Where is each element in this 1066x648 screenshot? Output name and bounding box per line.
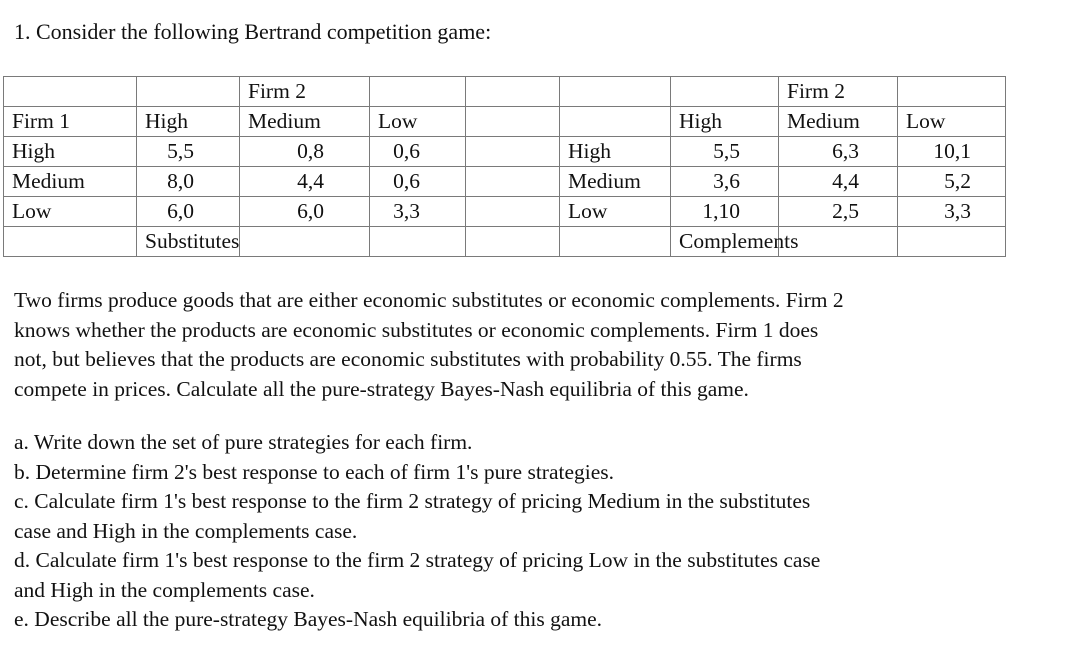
description-line: compete in prices. Calculate all the pure-strategy Bayes-Nash equilibria of this game. [14,376,749,401]
firm2-label-substitutes: Firm 2 [240,77,370,107]
comp-payoff-cell: 5,2 [898,167,1006,197]
table-row-firm2 [4,77,1006,107]
comp-payoff-cell: 3,6 [671,167,779,197]
comp-row-label-high: High [560,137,671,167]
subpart-line: e. Describe all the pure-strategy Bayes-Nash equilibria of this game. [14,607,603,631]
sub-row-label-low: Low [4,197,137,227]
sub-payoff-cell: 0,6 [370,167,466,197]
table-cell [4,227,137,257]
sub-payoff-cell: 6,0 [137,197,240,227]
table-cell [370,77,466,107]
table-cell [466,227,560,257]
table-cell [560,107,671,137]
sub-col-header-medium: Medium [240,107,370,137]
table-row-high [4,137,1006,167]
table-cell [240,227,370,257]
table-cell [466,77,560,107]
table-cell [4,77,137,107]
comp-payoff-cell: 6,3 [779,137,898,167]
firm1-label: Firm 1 [4,107,137,137]
table-cell [137,77,240,107]
subpart-line: case and High in the complements case. [14,518,358,543]
question-subparts [14,428,1014,635]
comp-col-header-low: Low [898,107,1006,137]
table-cell [466,167,560,197]
substitutes-caption: Substitutes [137,227,240,257]
table-cell [560,227,671,257]
subpart-line: d. Calculate firm 1's best response to the firm 2 strategy of pricing Low in the substitutes case [14,548,821,572]
comp-row-label-medium: Medium [560,167,671,197]
description-line: Two firms produce goods that are either economic substitutes or economic complements. Firm 2 [14,288,844,312]
sub-col-header-low: Low [370,107,466,137]
subpart-line: a. Write down the set of pure strategies for each firm. [14,430,473,454]
table-row-headers [4,107,1006,137]
table-cell [560,77,671,107]
table-cell [898,77,1006,107]
comp-payoff-cell: 3,3 [898,197,1006,227]
comp-payoff-cell: 4,4 [779,167,898,197]
question-title: 1. Consider the following Bertrand competition game: [14,19,492,44]
comp-payoff-cell: 1,10 [671,197,779,227]
table-row-low [4,197,1006,227]
sub-col-header-high: High [137,107,240,137]
sub-row-label-high: High [4,137,137,167]
table-cell [898,227,1006,257]
sub-payoff-cell: 3,3 [370,197,466,227]
sub-row-label-medium: Medium [4,167,137,197]
comp-col-header-high: High [671,107,779,137]
table-cell [671,77,779,107]
subpart-line: and High in the complements case. [14,577,315,602]
subpart-line: b. Determine firm 2's best response to each of firm 1's pure strategies. [14,459,615,484]
table-row-captions [4,227,1006,257]
table-row-medium [4,167,1006,197]
sub-payoff-cell: 0,6 [370,137,466,167]
table-cell [466,137,560,167]
sub-payoff-cell: 5,5 [137,137,240,167]
comp-col-header-medium: Medium [779,107,898,137]
comp-row-label-low: Low [560,197,671,227]
sub-payoff-cell: 6,0 [240,197,370,227]
comp-payoff-cell: 10,1 [898,137,1006,167]
payoff-table [3,76,1006,257]
comp-payoff-cell: 5,5 [671,137,779,167]
problem-description [14,286,1014,404]
comp-payoff-cell: 2,5 [779,197,898,227]
sub-payoff-cell: 4,4 [240,167,370,197]
subpart-line: c. Calculate firm 1's best response to the firm 2 strategy of pricing Medium in the substitutes [14,489,811,513]
description-line: not, but believes that the products are economic substitutes with probability 0.55. The firms [14,347,802,371]
firm2-label-complements: Firm 2 [779,77,898,107]
sub-payoff-cell: 0,8 [240,137,370,167]
table-cell [370,227,466,257]
sub-payoff-cell: 8,0 [137,167,240,197]
complements-caption: Complements [671,227,779,257]
description-line: knows whether the products are economic substitutes or economic complements. Firm 1 does [14,317,819,342]
table-cell [466,107,560,137]
table-cell [466,197,560,227]
